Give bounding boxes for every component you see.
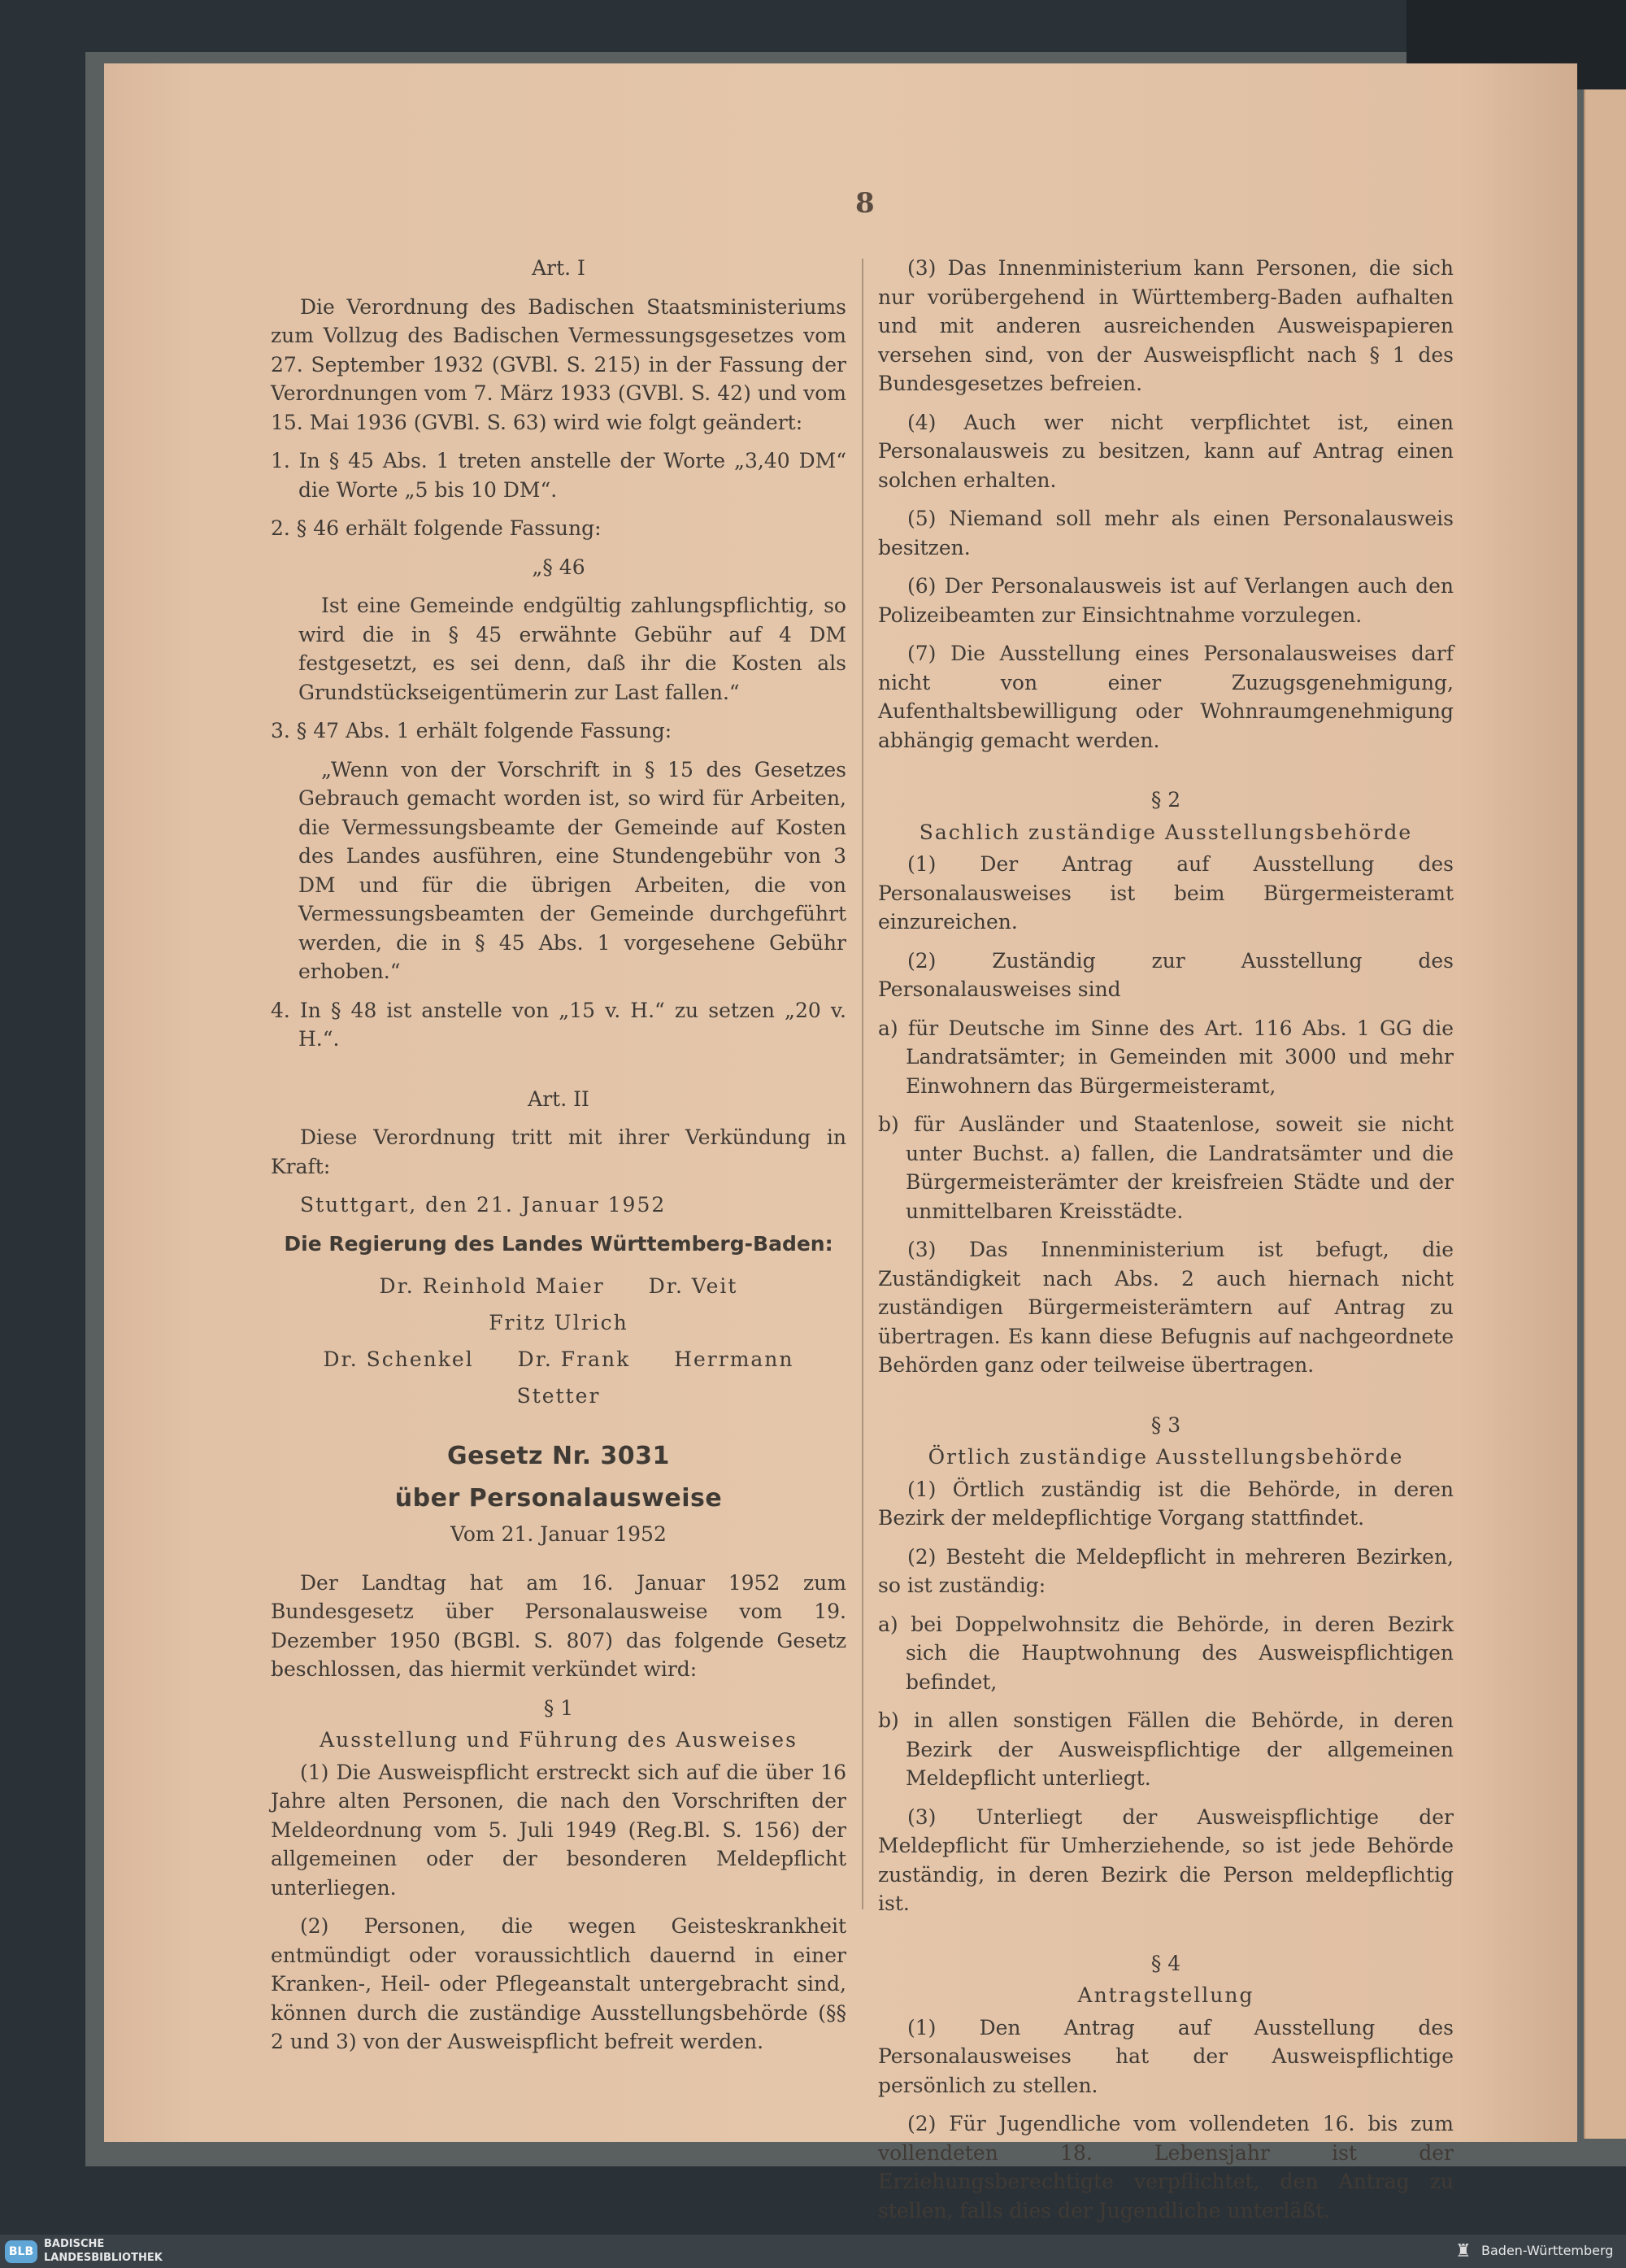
s1-heading: § 1 [543,1696,574,1720]
s1-paragraph-3: (3) Das Innenministerium kann Personen, die sich nur vorübergehend in Württemberg-Baden aufhalten und mit anderen ausreichenden Ausweispapieren versehen sind, von der Ausweispflicht nach § 1 des Bundesgesetzes befreien. [878,256,1454,395]
viewer-footer [0,2235,1626,2268]
facing-page-edge [1584,89,1626,2139]
section-46-text: Ist eine Gemeinde endgültig zahlungspflichtig, so wird die in § 45 erwähnte Gebühr auf 4 DM festgesetzt, es sei denn, daß ihr die Kosten als Grundstückseigentümerin zur Last fallen.“ [298,594,846,704]
s3-paragraph-3: (3) Unterliegt der Ausweispflichtige der Meldepflicht für Umherziehende, so ist jede Behörde zuständig, in deren Bezirk die Person meldepflichtig ist. [878,1804,1454,1915]
s3-item-a: a) bei Doppelwohnsitz die Behörde, in deren Bezirk sich die Hauptwohnung des Ausweispflichtigen befindet, [878,1612,1454,1694]
government-line: Die Regierung des Landes Württemberg-Baden: [284,1231,833,1256]
s2-item-a: a) für Deutsche im Sinne des Art. 116 Abs. 1 GG die Landratsämter; in Gemeinden mit 3000 und mehr Einwohnern das Bürgermeisteramt, [878,1016,1454,1098]
amendment-item-4: 4. In § 48 ist anstelle von „15 v. H.“ zu setzen „20 v. H.“. [271,998,846,1051]
amendment-item-1: 1. In § 45 Abs. 1 treten anstelle der Worte „3,40 DM“ die Worte „5 bis 10 DM“. [271,449,846,502]
left-column [271,254,846,2066]
s1-paragraph-2: (2) Personen, die wegen Geisteskrankheit entmündigt oder voraussichtlich dauernd in einer Kranken-, Heil- oder Pflegeanstalt untergebracht sind, können durch die zuständige Ausstellungsbehörde (§§ 2 und 3) von der Ausweispflicht befreit werden. [271,1914,846,2053]
art2-heading: Art. II [528,1086,589,1111]
art1-heading: Art. I [532,256,585,280]
s1-title: Ausstellung und Führung des Ausweises [320,1728,798,1752]
blb-logo-badge[interactable]: BLB [5,2240,37,2263]
amendment-item-3: 3. § 47 Abs. 1 erhält folgende Fassung: [271,719,672,742]
s3-paragraph-2: (2) Besteht die Meldepflicht in mehreren Bezirken, so ist zuständig: [878,1544,1454,1597]
s2-title: Sachlich zuständige Ausstellungsbehörde [919,820,1413,844]
section-47-text: „Wenn von der Vorschrift in § 15 des Gesetzes Gebrauch gemacht worden ist, so wird für Arbeiten, die Vermessungsbeamte der Gemeinde auf Kosten des Landes ausführen, eine Stundengebühr von 3 DM und für die übrigen Arbeiten, die von Vermessungsbeamten der Gemeinde durchgeführt werden, die in § 45 Abs. 1 vorgesehene Gebühr erhoben.“ [298,757,846,983]
signature-veit: Dr. Veit [648,1274,738,1298]
signature-schenkel: Dr. Schenkel [323,1347,474,1371]
s1-paragraph-7: (7) Die Ausstellung eines Personalausweises darf nicht von einer Zuzugsgenehmigung, Aufenthaltsbewilligung oder Wohnraumgenehmigung abhängig gemacht werden. [878,642,1454,752]
coat-of-arms-icon: ♜ [1455,2241,1472,2261]
signatures [271,1268,846,1414]
art1-intro: Die Verordnung des Badischen Staatsministeriums zum Vollzug des Badischen Vermessungsgesetzes vom 27. September 1932 (GVBl. S. 215) in der Fassung der Verordnungen vom 7. März 1933 (GVBl. S. 42) und vom 15. Mai 1936 (GVBl. S. 63) wird wie folgt geändert: [271,294,846,434]
s4-paragraph-2: (2) Für Jugendliche vom vollendeten 16. bis zum vollendeten 18. Lebensjahr ist der Erziehungsberechtigte verpflichtet, den Antrag zu stellen, falls dies der Jugendliche unterläßt. [878,2112,1454,2222]
s1-paragraph-5: (5) Niemand soll mehr als einen Personalausweis besitzen. [878,507,1454,559]
law-date: Vom 21. Januar 1952 [450,1522,667,1546]
signature-ulrich: Fritz Ulrich [489,1311,628,1334]
law-preamble: Der Landtag hat am 16. Januar 1952 zum Bundesgesetz über Personalausweise vom 19. Dezember 1950 (BGBl. S. 807) das folgende Gesetz beschlossen, das hiermit verkündet wird: [271,1570,846,1681]
column-divider [862,259,863,1909]
s2-item-b: b) für Ausländer und Staatenlose, soweit sie nicht unter Buchst. a) fallen, die Landratsämter und die Bürgermeisterämter der kreisfreien Städte und der unmittelbaren Kreisstädte. [878,1112,1454,1223]
s4-paragraph-1: (1) Den Antrag auf Ausstellung des Personalausweises hat der Ausweispflichtige persönlich zu stellen. [878,2015,1454,2097]
signature-herrmann: Herrmann [674,1347,794,1371]
s2-paragraph-1: (1) Der Antrag auf Ausstellung des Personalausweises ist beim Bürgermeisteramt einzureichen. [878,852,1454,934]
blb-logo-text[interactable] [44,2237,163,2265]
s3-item-b: b) in allen sonstigen Fällen die Behörde, in deren Bezirk der Ausweispflichtige der allgemeinen Meldepflicht unterliegt. [878,1709,1454,1790]
blb-line-2: LANDESBIBLIOTHEK [44,2252,163,2264]
s2-heading: § 2 [1150,788,1181,812]
place-date: Stuttgart, den 21. Januar 1952 [300,1193,667,1217]
s3-paragraph-1: (1) Örtlich zuständig ist die Behörde, in deren Bezirk der meldepflichtige Vorgang stattfindet. [878,1477,1454,1530]
section-46-heading: „§ 46 [532,555,585,579]
right-column [878,254,1454,2235]
s4-heading: § 4 [1150,1951,1181,1975]
amendment-item-2: 2. § 46 erhält folgende Fassung: [271,516,602,540]
s2-paragraph-2: (2) Zuständig zur Ausstellung des Personalausweises sind [878,948,1454,1001]
law-title-number: Gesetz Nr. 3031 [447,1442,670,1470]
s3-heading: § 3 [1150,1413,1181,1437]
s1-paragraph-4: (4) Auch wer nicht verpflichtet ist, einen Personalausweis zu besitzen, kann auf Antrag einen solchen erhalten. [878,410,1454,492]
s4-title: Antragstellung [1077,1983,1254,2007]
s3-title: Örtlich zuständige Ausstellungsbehörde [928,1445,1404,1469]
art2-text: Diese Verordnung tritt mit ihrer Verkündung in Kraft: [271,1125,846,1178]
s1-paragraph-1: (1) Die Ausweispflicht erstreckt sich auf die über 16 Jahre alten Personen, die nach den Vorschriften der Meldeordnung vom 5. Juli 1949 (Reg.Bl. S. 156) der allgemeinen oder der besonderen Meldepflicht unterliegen. [271,1760,846,1900]
signature-stetter: Stetter [516,1384,601,1408]
law-title-subject: über Personalausweise [394,1484,723,1513]
s2-paragraph-3: (3) Das Innenministerium ist befugt, die Zuständigkeit nach Abs. 2 auch hiernach nicht zuständigen Bürgermeisterämtern auf Antrag zu übertragen. Es kann diese Befugnis auf nachgeordnete Behörden ganz oder teilweise übertragen. [878,1238,1454,1377]
blb-line-1: BADISCHE [44,2238,105,2250]
signature-frank: Dr. Frank [517,1347,631,1371]
baden-wuerttemberg-logo-text[interactable]: Baden-Württemberg [1481,2243,1614,2258]
s1-paragraph-6: (6) Der Personalausweis ist auf Verlangen auch den Polizeibeamten zur Einsichtnahme vorzulegen. [878,574,1454,627]
page-number: 8 [855,187,875,220]
signature-maier: Dr. Reinhold Maier [379,1274,605,1298]
